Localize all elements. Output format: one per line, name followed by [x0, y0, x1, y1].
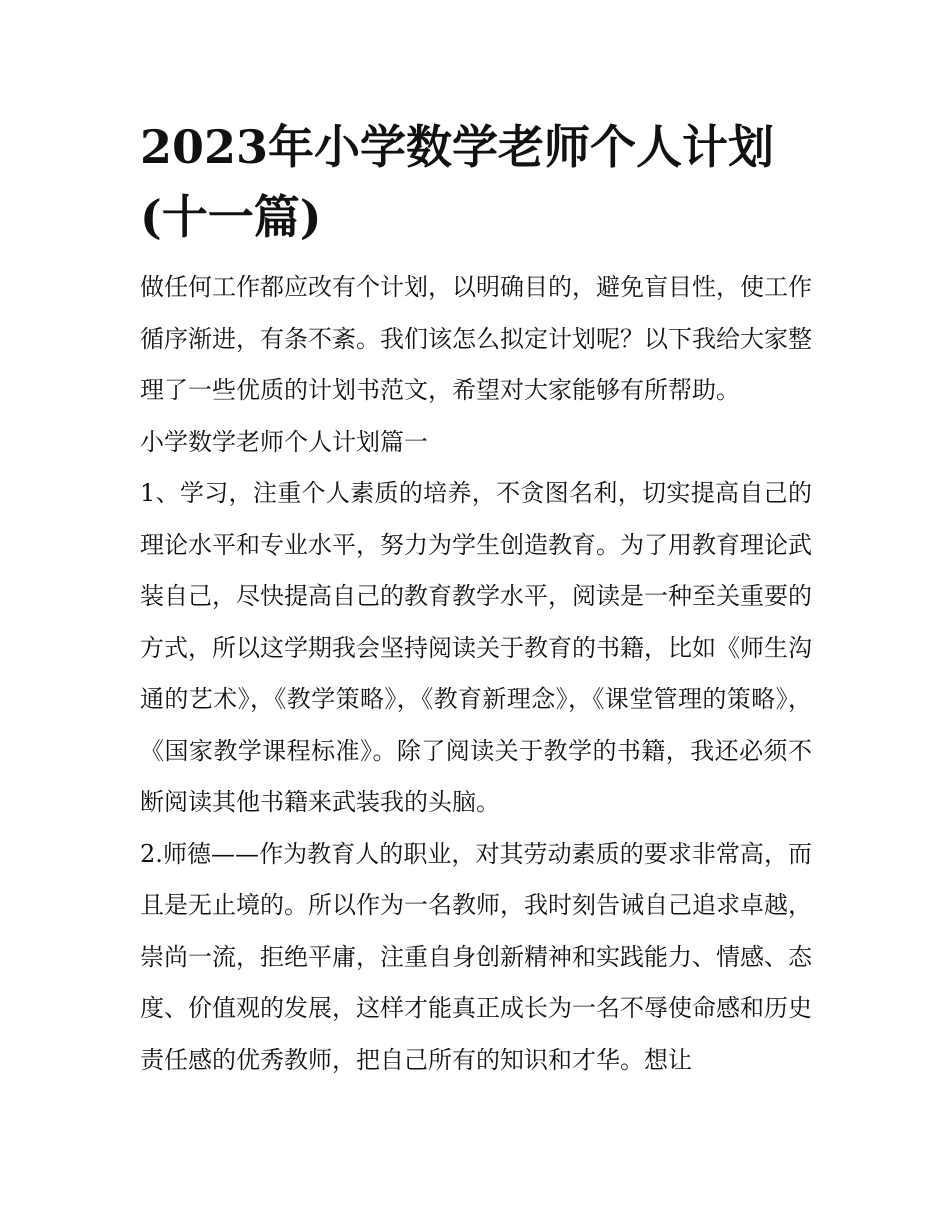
document-title	[140, 112, 812, 252]
document-page	[140, 112, 812, 1086]
title-line-2: (十一篇)	[140, 190, 322, 244]
section-heading: 小学数学老师个人计划篇一	[140, 427, 428, 456]
title-line-1: 2023年小学数学老师个人计划	[140, 120, 775, 174]
body-paragraph-1: 1、学习，注重个人素质的培养，不贪图名利，切实提高自己的理论水平和专业水平，努力为学生创造教育。为了用教育理论武装自己，尽快提高自己的教育教学水平，阅读是一种至关重要的方式，所以这学期我会坚持阅读关于教育的书籍，比如《师生沟通的艺术》，《教学策略》，《教育新理念》，《课堂管理的策略》，《国家教学课程标准》。除了阅读关于教学的书籍，我还必须不断阅读其他书籍来武装我的头脑。	[140, 479, 812, 816]
body-paragraph-2: 2.师德——作为教育人的职业，对其劳动素质的要求非常高，而且是无止境的。所以作为一名教师，我时刻告诫自己追求卓越，崇尚一流，拒绝平庸，注重自身创新精神和实践能力、情感、态度、价值观的发展，这样才能真正成长为一名不辱使命感和历史责任感的优秀教师，把自己所有的知识和才华。想让	[140, 839, 812, 1074]
intro-paragraph: 做任何工作都应改有个计划，以明确目的，避免盲目性，使工作循序渐进，有条不紊。我们该怎么拟定计划呢？以下我给大家整理了一些优质的计划书范文，希望对大家能够有所帮助。	[140, 273, 812, 404]
